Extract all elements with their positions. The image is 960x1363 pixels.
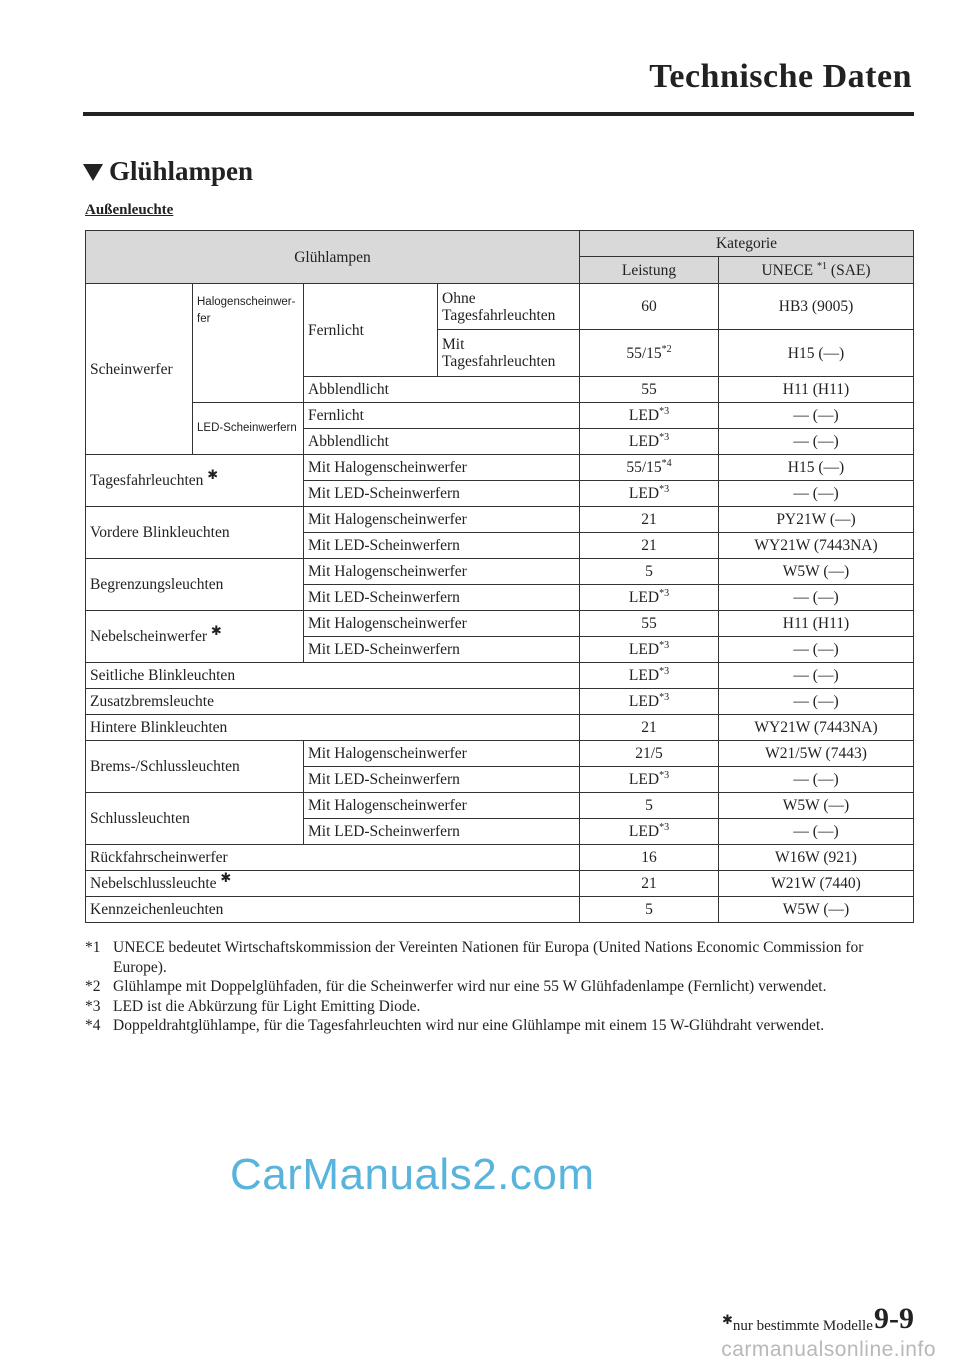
cell-unece: W16W (921)	[719, 845, 914, 871]
cell-mit-halogen: Mit Halogenscheinwerfer	[304, 507, 580, 533]
cell-power: 21	[580, 533, 719, 559]
cell-power: 21	[580, 871, 719, 897]
cell-scheinwerfer: Scheinwerfer	[86, 284, 193, 455]
cell-vordere-blink: Vordere Blinkleuchten	[86, 507, 304, 559]
footnote: *3 LED ist die Abkürzung für Light Emitting Diode.	[85, 997, 421, 1015]
cell-unece: H15 (—)	[719, 455, 914, 481]
cell-hintere-blink: Hintere Blinkleuchten	[86, 715, 580, 741]
cell-power: 60	[580, 284, 719, 330]
triangle-bullet-icon	[83, 164, 103, 181]
table-row	[86, 897, 914, 923]
cell-power: 16	[580, 845, 719, 871]
table-row	[86, 403, 914, 429]
cell-power: LED$^{*3}$	[580, 481, 719, 507]
table-row	[86, 611, 914, 637]
cell-led-headlight: LED-Scheinwerfern	[193, 403, 304, 455]
cell-unece: — (—)	[719, 819, 914, 845]
header-unece: UNECE $^{*1}$ (SAE)	[719, 257, 914, 284]
cell-begrenzung: Begrenzungsleuchten	[86, 559, 304, 611]
cell-unece: W21/5W (7443)	[719, 741, 914, 767]
cell-power: 21/5	[580, 741, 719, 767]
footnotes	[85, 938, 885, 1036]
watermark-text: CarManuals2.com	[230, 1150, 595, 1199]
header-power: Leistung	[580, 257, 719, 284]
cell-unece: W21W (7440)	[719, 871, 914, 897]
table-row	[86, 507, 914, 533]
site-url-watermark: carmanualsonline.info	[721, 1338, 936, 1361]
cell-power: LED$^{*3}$	[580, 585, 719, 611]
cell-power: 55	[580, 377, 719, 403]
cell-power: 55/15$^{*2}$	[580, 330, 719, 377]
star-icon: ✱	[207, 467, 219, 482]
cell-mit-halogen: Mit Halogenscheinwerfer	[304, 611, 580, 637]
table-row	[86, 871, 914, 897]
cell-mit-led: Mit LED-Scheinwerfern	[304, 819, 580, 845]
footnote: *4 Doppeldrahtglühlampe, für die Tagesfahrleuchten wird nur eine Glühlampe mit einem 15 W-Glühdraht verwendet.	[85, 1017, 825, 1034]
cell-unece: — (—)	[719, 767, 914, 793]
table-row	[86, 715, 914, 741]
section-heading	[83, 156, 253, 187]
footnote: *1 UNECE bedeutet Wirtschaftskommission der Vereinten Nationen für Europa (United Nations Economic Commission for Europe).	[85, 939, 864, 976]
cell-fernlicht: Fernlicht	[304, 403, 580, 429]
cell-seitliche-blink: Seitliche Blinkleuchten	[86, 663, 580, 689]
header-bulbs: Glühlampen	[86, 231, 580, 284]
cell-mit-tfl: Mit Tagesfahrleuchten	[438, 330, 580, 377]
page-number: 9-9	[874, 1302, 914, 1335]
cell-mit-led: Mit LED-Scheinwerfern	[304, 585, 580, 611]
cell-power: LED$^{*3}$	[580, 819, 719, 845]
cell-power: LED$^{*3}$	[580, 429, 719, 455]
cell-unece: WY21W (7443NA)	[719, 533, 914, 559]
cell-halogen-headlight: Halogenscheinwer-fer	[193, 284, 304, 403]
cell-mit-led: Mit LED-Scheinwerfern	[304, 481, 580, 507]
cell-unece: — (—)	[719, 429, 914, 455]
cell-unece: W5W (—)	[719, 559, 914, 585]
table-row	[86, 284, 914, 330]
cell-mit-halogen: Mit Halogenscheinwerfer	[304, 793, 580, 819]
cell-power: 21	[580, 507, 719, 533]
cell-unece: — (—)	[719, 689, 914, 715]
cell-mit-halogen: Mit Halogenscheinwerfer	[304, 741, 580, 767]
cell-power: LED$^{*3}$	[580, 637, 719, 663]
cell-schluss: Schlussleuchten	[86, 793, 304, 845]
cell-tagesfahrleuchten: Tagesfahrleuchten ✱	[86, 455, 304, 507]
table-row	[86, 455, 914, 481]
cell-zusatzbrems: Zusatzbremsleuchte	[86, 689, 580, 715]
cell-unece: HB3 (9005)	[719, 284, 914, 330]
table-row	[86, 689, 914, 715]
cell-brems-schluss: Brems-/Schlussleuchten	[86, 741, 304, 793]
cell-power: 5	[580, 559, 719, 585]
cell-nebelschluss: Nebelschlussleuchte ✱	[86, 871, 580, 897]
table-row	[86, 793, 914, 819]
cell-unece: — (—)	[719, 585, 914, 611]
table-row	[86, 741, 914, 767]
cell-mit-led: Mit LED-Scheinwerfern	[304, 533, 580, 559]
cell-mit-halogen: Mit Halogenscheinwerfer	[304, 455, 580, 481]
cell-abblendlicht: Abblendlicht	[304, 429, 580, 455]
cell-unece: — (—)	[719, 481, 914, 507]
cell-power: LED$^{*3}$	[580, 403, 719, 429]
cell-power: 5	[580, 897, 719, 923]
subsection-title: Außenleuchte	[85, 202, 174, 218]
cell-power: 55	[580, 611, 719, 637]
header-divider	[83, 112, 914, 116]
cell-power: LED$^{*3}$	[580, 767, 719, 793]
table-row	[86, 845, 914, 871]
cell-ohne-tfl: Ohne Tagesfahrleuchten	[438, 284, 580, 330]
table-row	[86, 559, 914, 585]
cell-power: LED$^{*3}$	[580, 689, 719, 715]
cell-unece: — (—)	[719, 403, 914, 429]
cell-unece: H15 (—)	[719, 330, 914, 377]
cell-unece: H11 (H11)	[719, 611, 914, 637]
cell-power: 55/15$^{*4}$	[580, 455, 719, 481]
cell-rueckfahr: Rückfahrscheinwerfer	[86, 845, 580, 871]
cell-mit-led: Mit LED-Scheinwerfern	[304, 637, 580, 663]
cell-unece: WY21W (7443NA)	[719, 715, 914, 741]
cell-unece: H11 (H11)	[719, 377, 914, 403]
footer-model-note: ✱nur bestimmte Modelle	[722, 1312, 873, 1334]
cell-fernlicht: Fernlicht	[304, 284, 438, 377]
cell-unece: W5W (—)	[719, 793, 914, 819]
cell-mit-halogen: Mit Halogenscheinwerfer	[304, 559, 580, 585]
cell-power: 21	[580, 715, 719, 741]
cell-unece: W5W (—)	[719, 897, 914, 923]
cell-power: 5	[580, 793, 719, 819]
table-header-row	[86, 231, 914, 257]
star-icon: ✱	[210, 623, 222, 638]
table-row	[86, 663, 914, 689]
cell-unece: — (—)	[719, 637, 914, 663]
star-icon: ✱	[220, 870, 232, 885]
footnote: *2 Glühlampe mit Doppelglühfaden, für die Scheinwerfer wird nur eine 55 W Glühfadenlampe (Fernlicht) verwendet.	[85, 978, 827, 995]
cell-unece: — (—)	[719, 663, 914, 689]
bulb-table	[85, 230, 914, 923]
star-icon: ✱	[722, 1312, 733, 1327]
section-title: Glühlampen	[109, 156, 254, 186]
header-category: Kategorie	[580, 231, 914, 257]
cell-nebelscheinwerfer: Nebelscheinwerfer ✱	[86, 611, 304, 663]
page-header-title: Technische Daten	[649, 58, 912, 95]
cell-kennzeichen: Kennzeichenleuchten	[86, 897, 580, 923]
cell-unece: PY21W (—)	[719, 507, 914, 533]
cell-mit-led: Mit LED-Scheinwerfern	[304, 767, 580, 793]
cell-abblendlicht: Abblendlicht	[304, 377, 580, 403]
cell-power: LED$^{*3}$	[580, 663, 719, 689]
